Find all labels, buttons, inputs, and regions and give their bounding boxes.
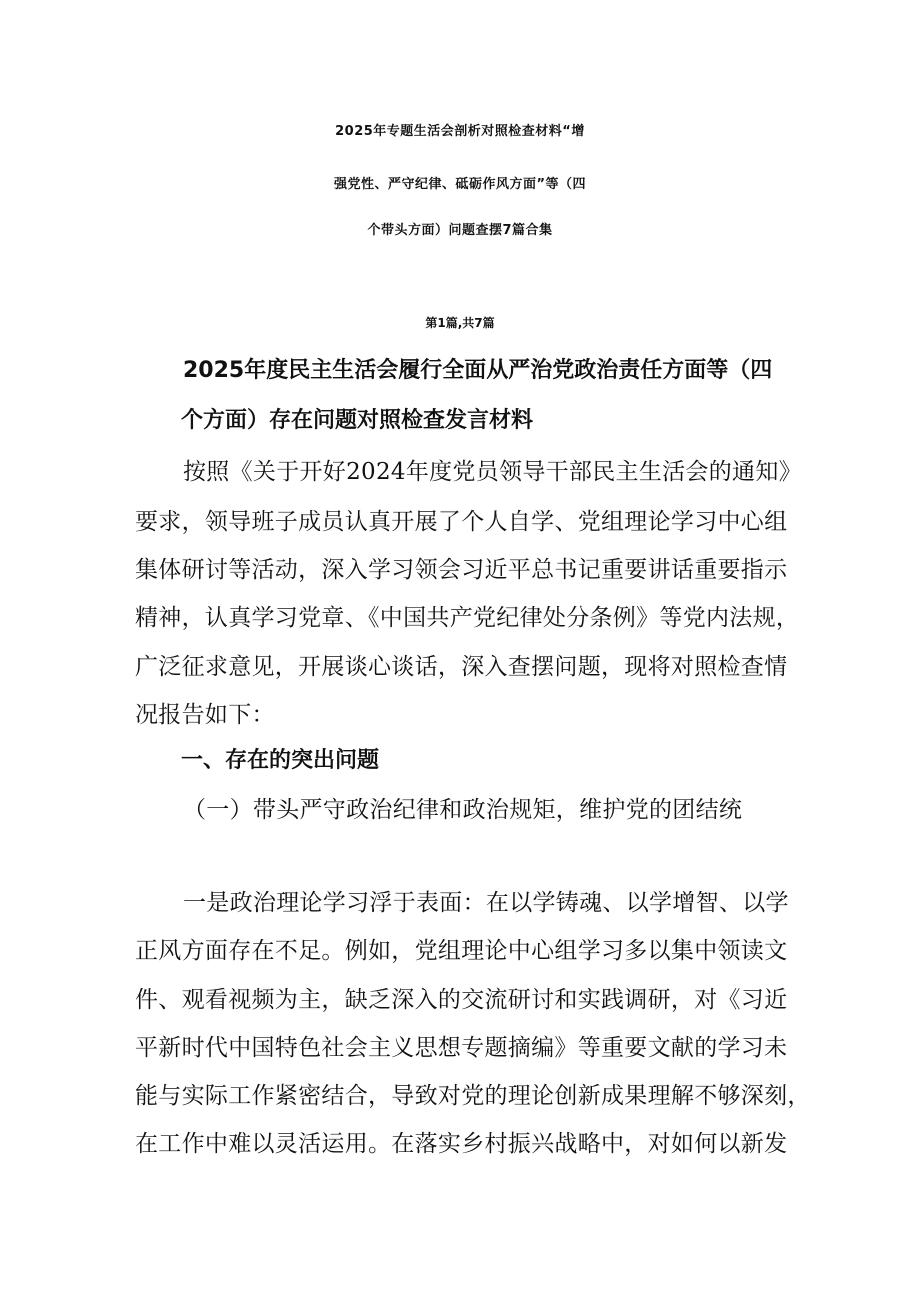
section-heading: 一、存在的突出问题 — [181, 748, 380, 773]
para1-line-6: 在工作中难以灵活运用。在落实乡村振兴战略中，对如何以新发 — [135, 1131, 788, 1157]
document-title-line-1: 2025年专题生活会剖析对照检查材料“增 — [335, 124, 585, 139]
para1-line-5: 能与实际工作紧密结合，导致对党的理论创新成果理解不够深刻， — [135, 1083, 811, 1109]
para1-line-1: 一是政治理论学习浮于表面：在以学铸魂、以学增智、以学 — [183, 890, 789, 916]
para1-line-4: 平新时代中国特色社会主义思想专题摘编》等重要文献的学习未 — [135, 1035, 788, 1061]
intro-line-2: 要求，领导班子成员认真开展了个人自学、党组理论学习中心组 — [135, 509, 788, 535]
intro-line-5: 广泛征求意见，开展谈心谈话，深入查摆问题，现将对照检查情 — [135, 654, 788, 680]
intro-line-4: 精神，认真学习党章、《中国共产党纪律处分条例》等党内法规， — [135, 605, 800, 631]
intro-line-1: 按照《关于开好2024年度党员领导干部民主生活会的通知》 — [183, 459, 802, 485]
part-label: 第1篇,共7篇 — [425, 316, 495, 330]
subsection-heading: （一）带头严守政治纪律和政治规矩，维护党的团结统 — [183, 797, 743, 823]
article-title-line-1: 2025年度民主生活会履行全面从严治党政治责任方面等（四 — [183, 358, 773, 383]
para1-line-3: 件、观看视频为主，缺乏深入的交流研讨和实践调研，对《习近 — [135, 987, 788, 1013]
para1-line-2: 正风方面存在不足。例如，党组理论中心组学习多以集中领读文 — [135, 938, 788, 964]
intro-line-6: 况报告如下： — [135, 702, 275, 728]
article-title-line-2: 个方面）存在问题对照检查发言材料 — [181, 408, 534, 433]
document-title-line-3: 个带头方面）问题查摆7篇合集 — [367, 223, 553, 238]
document-title-line-2: 强党性、严守纪律、砥砺作风方面”等（四 — [333, 177, 587, 192]
intro-line-3: 集体研讨等活动，深入学习领会习近平总书记重要讲话重要指示 — [135, 557, 788, 583]
